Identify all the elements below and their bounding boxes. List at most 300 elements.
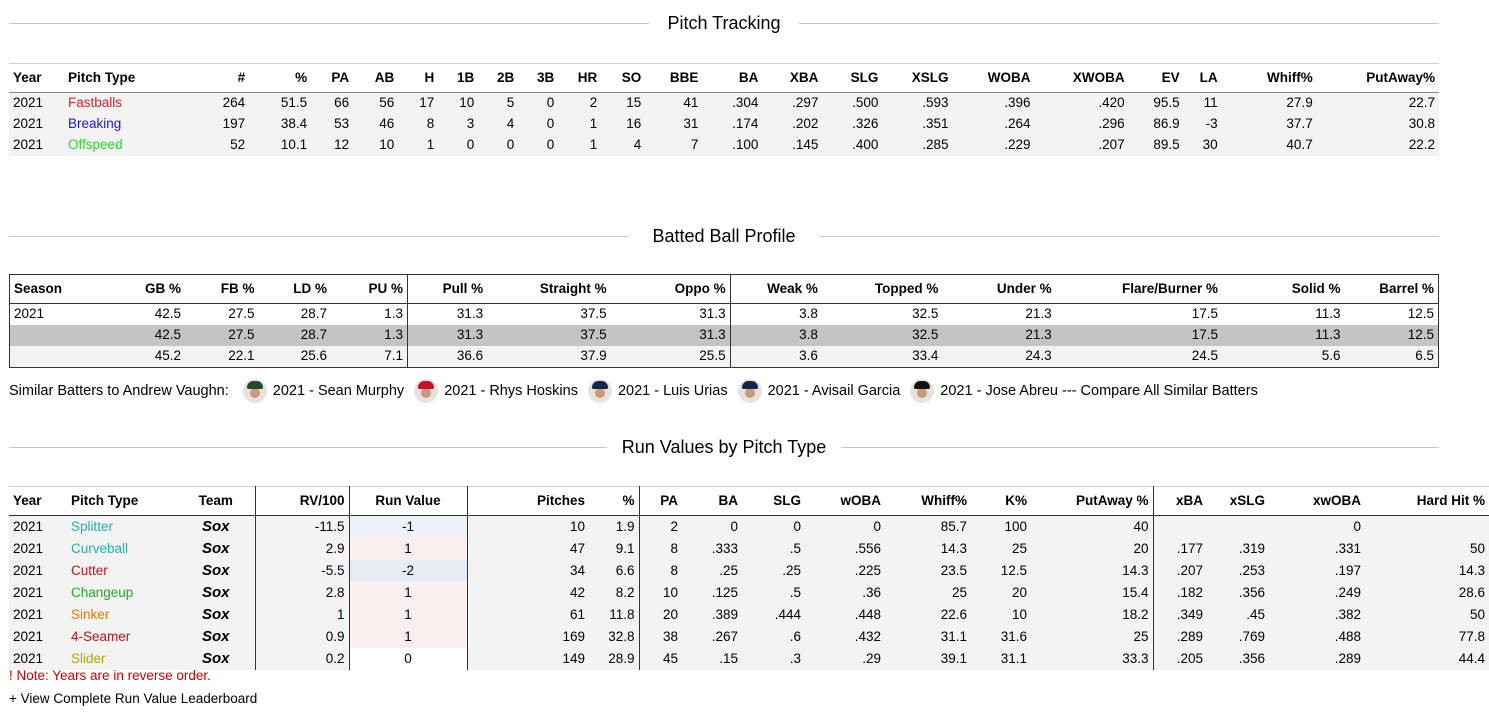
table-cell: 41 [683, 95, 699, 110]
table-cell: .177 [1153, 538, 1207, 560]
table-cell: 36.6 [408, 346, 488, 368]
table-cell: 6.6 [615, 563, 635, 578]
table-cell: 40.7 [1286, 137, 1313, 152]
run-value-cell: 1 [349, 582, 467, 604]
table-cell: 30.8 [1408, 116, 1435, 131]
column-header[interactable]: XSLG [911, 70, 949, 85]
white-sox-logo-icon: Sox [201, 628, 230, 645]
view-leaderboard-link[interactable]: + View Complete Run Value Leaderboard [9, 691, 258, 706]
white-sox-logo-icon: Sox [201, 540, 230, 557]
table-cell: 85.7 [940, 519, 967, 534]
column-header[interactable]: PutAway % [1075, 493, 1149, 508]
table-cell: 2021 [13, 585, 44, 600]
table-cell: 27.5 [228, 306, 255, 321]
table-cell: 16 [626, 116, 642, 131]
column-header[interactable]: Solid % [1291, 281, 1341, 296]
column-header[interactable]: GB % [145, 281, 182, 296]
table-cell: 2021 [13, 95, 44, 110]
column-header[interactable]: Topped % [874, 281, 939, 296]
column-header[interactable]: xSLG [1229, 493, 1265, 508]
table-cell: .145 [792, 137, 819, 152]
column-header[interactable]: Season [14, 281, 63, 296]
column-header[interactable]: 1B [456, 70, 475, 85]
table-row [9, 626, 1489, 648]
column-header[interactable]: HR [577, 70, 598, 85]
white-sox-logo-icon: Sox [201, 518, 230, 535]
table-cell: .289 [1334, 651, 1361, 666]
table-cell: -3 [1205, 116, 1218, 131]
table-cell: 47 [467, 538, 589, 560]
table-cell: 33.3 [1122, 651, 1149, 666]
pitch-type-cell: 4-Seamer [71, 629, 131, 644]
table-cell [10, 346, 114, 368]
pitch-type-cell: Breaking [68, 116, 122, 131]
white-sox-logo-icon: Sox [201, 584, 230, 601]
table-cell: .264 [1004, 116, 1031, 131]
table-cell: .249 [1334, 585, 1361, 600]
pitch-tracking-header-row [9, 64, 1439, 93]
table-cell: 25 [1133, 629, 1149, 644]
table-cell: .3 [789, 651, 801, 666]
column-header[interactable]: PA [639, 487, 682, 516]
white-sox-logo-icon: Sox [201, 606, 230, 623]
table-cell: 89.5 [1153, 137, 1180, 152]
table-cell: 2021 [13, 563, 44, 578]
team-cell [177, 560, 255, 582]
table-cell: .319 [1238, 541, 1265, 556]
table-cell: 14.3 [1122, 563, 1149, 578]
table-cell: 37.5 [580, 306, 607, 321]
table-cell: .389 [711, 607, 738, 622]
table-cell: 95.5 [1153, 95, 1180, 110]
column-header[interactable]: Whiff% [1266, 70, 1313, 85]
similar-player-link[interactable]: 2021 - Sean Murphy [272, 383, 405, 399]
batted-ball-title: Batted Ball Profile [652, 226, 796, 246]
table-row [9, 538, 1489, 560]
column-header[interactable]: Flare/Burner % [1122, 281, 1219, 296]
table-cell: 0 [466, 137, 475, 152]
column-header[interactable]: PU % [368, 281, 404, 296]
table-cell: 25 [951, 585, 967, 600]
table-cell [1207, 516, 1269, 539]
table-cell: .356 [1238, 651, 1265, 666]
column-header[interactable]: XBA [789, 70, 819, 85]
column-header[interactable]: Straight % [539, 281, 607, 296]
table-cell: .351 [922, 116, 949, 131]
table-cell: 6.5 [1345, 346, 1439, 368]
table-cell: 264 [222, 95, 246, 110]
table-cell: 0 [730, 519, 738, 534]
table-cell: .400 [852, 137, 879, 152]
pitch-type-cell: Cutter [71, 563, 108, 578]
column-header[interactable]: Run Value [349, 487, 467, 516]
table-cell: 31.1 [1000, 651, 1027, 666]
table-cell: 1 [589, 137, 598, 152]
table-cell: .207 [1153, 560, 1207, 582]
table-cell: 149 [467, 648, 589, 670]
similar-player-link[interactable]: 2021 - Rhys Hoskins [444, 383, 578, 399]
column-header[interactable]: H [424, 70, 435, 85]
table-cell: 33.4 [822, 346, 942, 368]
column-header[interactable]: K% [1005, 493, 1027, 508]
table-cell: .769 [1238, 629, 1265, 644]
compare-all-link[interactable]: --- Compare All Similar Batters [1058, 383, 1258, 399]
table-cell: .36 [862, 585, 881, 600]
column-header[interactable]: Year [13, 70, 42, 85]
column-header[interactable]: Pitch Type [68, 70, 136, 85]
team-cell [177, 648, 255, 670]
table-cell: 45.2 [114, 346, 185, 368]
table-cell: .326 [852, 116, 879, 131]
table-cell: .253 [1238, 563, 1265, 578]
table-cell: 5.6 [1222, 346, 1344, 368]
table-cell: .382 [1334, 607, 1361, 622]
similar-player-link[interactable]: 2021 - Avisail Garcia [767, 383, 901, 399]
column-header[interactable]: % [295, 70, 308, 85]
table-cell: 25 [1011, 541, 1027, 556]
table-row [9, 582, 1489, 604]
table-cell: 1.3 [331, 325, 408, 346]
table-cell: 9.1 [615, 541, 635, 556]
table-cell: 3.6 [730, 346, 822, 368]
table-cell: .207 [1098, 137, 1125, 152]
table-cell: 18.2 [1122, 607, 1149, 622]
player-avatar[interactable] [243, 379, 267, 403]
run-values-title: Run Values by Pitch Type [621, 437, 827, 457]
table-cell: 197 [222, 116, 246, 131]
table-cell: .297 [792, 95, 819, 110]
table-cell: 30 [1202, 137, 1218, 152]
table-cell: 37.5 [487, 325, 611, 346]
table-cell: .6 [789, 629, 801, 644]
table-cell: 25.6 [259, 346, 331, 368]
run-value-cell: -1 [349, 516, 467, 539]
table-cell: 40 [1133, 519, 1149, 534]
table-cell: 50 [1469, 541, 1485, 556]
table-cell: 12.5 [1407, 306, 1434, 321]
table-cell: 0.2 [255, 648, 349, 670]
table-cell: 31.3 [408, 304, 488, 326]
table-cell: 11.8 [609, 607, 635, 622]
table-cell: 39.1 [940, 651, 967, 666]
column-header[interactable]: Whiff% [921, 493, 967, 508]
table-cell: 42.5 [154, 306, 182, 321]
column-header[interactable]: PutAway% [1366, 70, 1435, 85]
column-header[interactable]: 3B [537, 70, 555, 85]
column-header[interactable]: xwOBA [1312, 493, 1361, 508]
table-cell: 21.3 [942, 325, 1055, 346]
column-header[interactable]: RV/100 [255, 487, 349, 516]
table-cell: 2021 [14, 306, 45, 321]
column-header[interactable]: % [622, 493, 635, 508]
table-row [9, 604, 1489, 626]
team-cell [177, 604, 255, 626]
table-cell: 20 [1133, 541, 1149, 556]
table-cell: 4 [506, 116, 515, 131]
table-cell: .488 [1334, 629, 1361, 644]
pitch-type-cell: Curveball [71, 541, 129, 556]
table-row [9, 560, 1489, 582]
table-cell: .267 [711, 629, 738, 644]
table-cell: 37.7 [1286, 116, 1313, 131]
table-cell: 0 [506, 137, 515, 152]
table-cell: 10 [639, 582, 682, 604]
table-row [9, 648, 1489, 670]
table-cell: .444 [774, 607, 801, 622]
table-cell: 2021 [13, 519, 44, 534]
run-values-header-row [9, 487, 1489, 516]
table-cell: 4 [633, 137, 642, 152]
table-cell: .349 [1153, 604, 1207, 626]
column-header[interactable]: BA [738, 70, 759, 85]
table-cell: 3.8 [730, 304, 822, 326]
table-cell: 23.5 [940, 563, 967, 578]
column-header[interactable]: LA [1199, 70, 1218, 85]
table-cell: 66 [334, 95, 350, 110]
table-cell: 20 [1011, 585, 1027, 600]
column-header[interactable]: Weak % [730, 275, 822, 304]
table-cell: 17.5 [1191, 306, 1219, 321]
table-cell: 100 [1004, 519, 1027, 534]
table-cell: 10.1 [280, 137, 308, 152]
pitch-type-cell: Slider [71, 651, 106, 666]
table-cell: 31 [683, 116, 699, 131]
column-header[interactable]: PA [331, 70, 350, 85]
column-header[interactable]: BA [718, 493, 738, 508]
table-cell [10, 325, 114, 346]
table-cell: 38 [639, 626, 682, 648]
table-cell: 0 [1353, 519, 1361, 534]
pitch-type-cell: Sinker [71, 607, 110, 622]
table-row [9, 516, 1489, 539]
table-cell: 17 [419, 95, 435, 110]
table-cell: 44.4 [1458, 651, 1485, 666]
table-cell: 0 [546, 116, 555, 131]
player-avatar[interactable] [910, 379, 934, 403]
table-cell: 51.5 [280, 95, 308, 110]
table-cell: 8 [639, 560, 682, 582]
table-cell: 32.5 [822, 325, 942, 346]
table-cell: 8 [426, 116, 435, 131]
table-cell: .182 [1153, 582, 1207, 604]
column-header[interactable]: Hard Hit % [1416, 493, 1485, 508]
table-cell: 77.8 [1458, 629, 1485, 644]
table-cell: 28.6 [1458, 585, 1485, 600]
table-cell: 22.1 [185, 346, 258, 368]
table-row [9, 114, 1439, 135]
column-header[interactable]: FB % [220, 281, 255, 296]
table-cell: 1 [426, 137, 435, 152]
table-cell: 22.7 [1408, 95, 1435, 110]
table-cell: -11.5 [255, 516, 349, 539]
table-cell: 28.7 [300, 306, 327, 321]
column-header[interactable]: SLG [773, 493, 801, 508]
table-cell: .296 [1098, 116, 1125, 131]
table-cell: 45 [639, 648, 682, 670]
column-header[interactable]: # [237, 70, 246, 85]
table-cell: 27.5 [185, 325, 258, 346]
table-cell: 12.5 [1000, 563, 1027, 578]
table-cell: 7 [690, 137, 699, 152]
table-cell: 2021 [13, 116, 44, 131]
pitch-type-cell: Changeup [71, 585, 134, 600]
table-cell: 31.1 [940, 629, 967, 644]
team-cell [177, 626, 255, 648]
white-sox-logo-icon: Sox [201, 650, 230, 667]
table-cell: 56 [379, 95, 395, 110]
pitch-tracking-title: Pitch Tracking [667, 13, 781, 33]
table-cell: .29 [862, 651, 881, 666]
run-values-table [9, 486, 1489, 670]
table-cell: 12.5 [1345, 325, 1439, 346]
table-cell: 15.4 [1122, 585, 1149, 600]
table-row [10, 325, 1439, 346]
table-cell: .333 [711, 541, 738, 556]
run-value-cell: 1 [349, 626, 467, 648]
table-cell: 38.4 [280, 116, 308, 131]
table-row [9, 93, 1439, 115]
table-cell: .556 [854, 541, 881, 556]
table-cell: 2021 [13, 651, 44, 666]
similar-player-link[interactable]: 2021 - Jose Abreu [940, 383, 1058, 399]
table-cell: 27.9 [1286, 95, 1313, 110]
team-cell [177, 516, 255, 539]
column-header[interactable]: xBA [1153, 487, 1207, 516]
table-cell: .304 [732, 95, 759, 110]
column-header[interactable]: XWOBA [1072, 70, 1125, 85]
table-cell: 0.9 [255, 626, 349, 648]
table-cell: 42.5 [114, 325, 185, 346]
table-cell: 10 [379, 137, 395, 152]
table-cell: 31.6 [1000, 629, 1027, 644]
table-cell: 0 [873, 519, 881, 534]
run-value-cell: -2 [349, 560, 467, 582]
table-cell: 1.3 [384, 306, 404, 321]
table-cell: 34 [467, 560, 589, 582]
run-value-cell: 1 [349, 538, 467, 560]
table-cell: 10 [1011, 607, 1027, 622]
run-value-cell: 0 [349, 648, 467, 670]
column-header[interactable]: 2B [497, 70, 515, 85]
table-cell: 2021 [13, 607, 44, 622]
column-header[interactable]: Pull % [408, 275, 488, 304]
table-row [10, 304, 1439, 326]
table-cell: 28.7 [259, 325, 331, 346]
column-header[interactable]: Under % [996, 281, 1052, 296]
table-cell: 21.3 [1025, 306, 1052, 321]
player-avatar[interactable] [414, 379, 438, 403]
column-header[interactable]: AB [374, 70, 395, 85]
table-cell: .432 [854, 629, 881, 644]
column-header[interactable]: LD % [293, 281, 327, 296]
pitch-type-cell: Splitter [71, 519, 114, 534]
table-cell: 2021 [13, 137, 44, 152]
table-cell: 31.3 [408, 325, 488, 346]
table-cell: .202 [792, 116, 819, 131]
table-cell: .420 [1098, 95, 1125, 110]
table-cell: .500 [852, 95, 879, 110]
run-values-header [9, 435, 1439, 459]
table-cell: .125 [711, 585, 738, 600]
table-cell: 11.3 [1315, 306, 1341, 321]
table-cell: .5 [789, 585, 801, 600]
table-cell: 3 [466, 116, 475, 131]
table-cell: .396 [1004, 95, 1031, 110]
table-cell: .331 [1334, 541, 1361, 556]
table-cell [1153, 516, 1207, 539]
table-cell: 86.9 [1153, 116, 1180, 131]
table-cell: .225 [854, 563, 881, 578]
column-header[interactable]: WOBA [987, 70, 1031, 85]
table-cell: 31.3 [699, 306, 726, 321]
table-cell: 2 [589, 95, 598, 110]
column-header[interactable]: BBE [669, 70, 699, 85]
table-cell: 1 [255, 604, 349, 626]
table-cell: 10 [467, 516, 589, 539]
table-cell: 0 [546, 137, 555, 152]
table-cell: 25.5 [611, 346, 730, 368]
table-cell: 24.3 [942, 346, 1055, 368]
table-cell: 32.8 [608, 629, 635, 644]
white-sox-logo-icon: Sox [201, 562, 230, 579]
table-row [10, 346, 1439, 368]
column-header[interactable]: EV [1161, 70, 1180, 85]
table-cell: 50 [1469, 607, 1485, 622]
table-cell: 11 [1203, 95, 1218, 110]
column-header[interactable]: Team [198, 493, 233, 508]
column-header[interactable]: SO [621, 70, 642, 85]
column-header[interactable]: Pitches [467, 487, 589, 516]
table-cell: 14.3 [1458, 563, 1485, 578]
table-cell: .448 [854, 607, 881, 622]
table-cell: 22.2 [1408, 137, 1435, 152]
table-cell: .25 [782, 563, 801, 578]
column-header[interactable]: wOBA [840, 493, 881, 508]
pitch-type-cell: Fastballs [68, 95, 123, 110]
column-header[interactable]: Pitch Type [71, 493, 139, 508]
table-cell: -5.5 [255, 560, 349, 582]
table-cell: .356 [1238, 585, 1265, 600]
batted-ball-header [9, 224, 1439, 248]
player-avatar[interactable] [738, 379, 762, 403]
table-cell: 7.1 [331, 346, 408, 368]
column-header[interactable]: Year [13, 493, 42, 508]
column-header[interactable]: SLG [850, 70, 879, 85]
table-cell: 52 [230, 137, 246, 152]
table-cell: 53 [334, 116, 350, 131]
player-avatar[interactable] [588, 379, 612, 403]
table-cell: 2 [639, 516, 682, 539]
similar-player-link[interactable]: 2021 - Luis Urias [617, 383, 728, 399]
table-cell: 32.5 [912, 306, 939, 321]
pitch-type-cell: Offspeed [68, 137, 123, 152]
team-cell [177, 582, 255, 604]
reverse-order-note: ! Note: Years are in reverse order. [9, 668, 211, 683]
table-cell: 22.6 [940, 607, 967, 622]
table-cell: 2.9 [255, 538, 349, 560]
table-cell: 5 [506, 95, 515, 110]
column-header[interactable]: Barrel % [1379, 281, 1434, 296]
table-cell: .229 [1004, 137, 1031, 152]
column-header[interactable]: Oppo % [674, 281, 726, 296]
table-cell: 1.9 [615, 519, 635, 534]
table-cell: 0 [793, 519, 801, 534]
similar-batters [9, 379, 1258, 403]
table-cell: 0 [546, 95, 555, 110]
table-cell: .100 [732, 137, 759, 152]
table-cell: .197 [1334, 563, 1361, 578]
table-cell: 15 [626, 95, 642, 110]
